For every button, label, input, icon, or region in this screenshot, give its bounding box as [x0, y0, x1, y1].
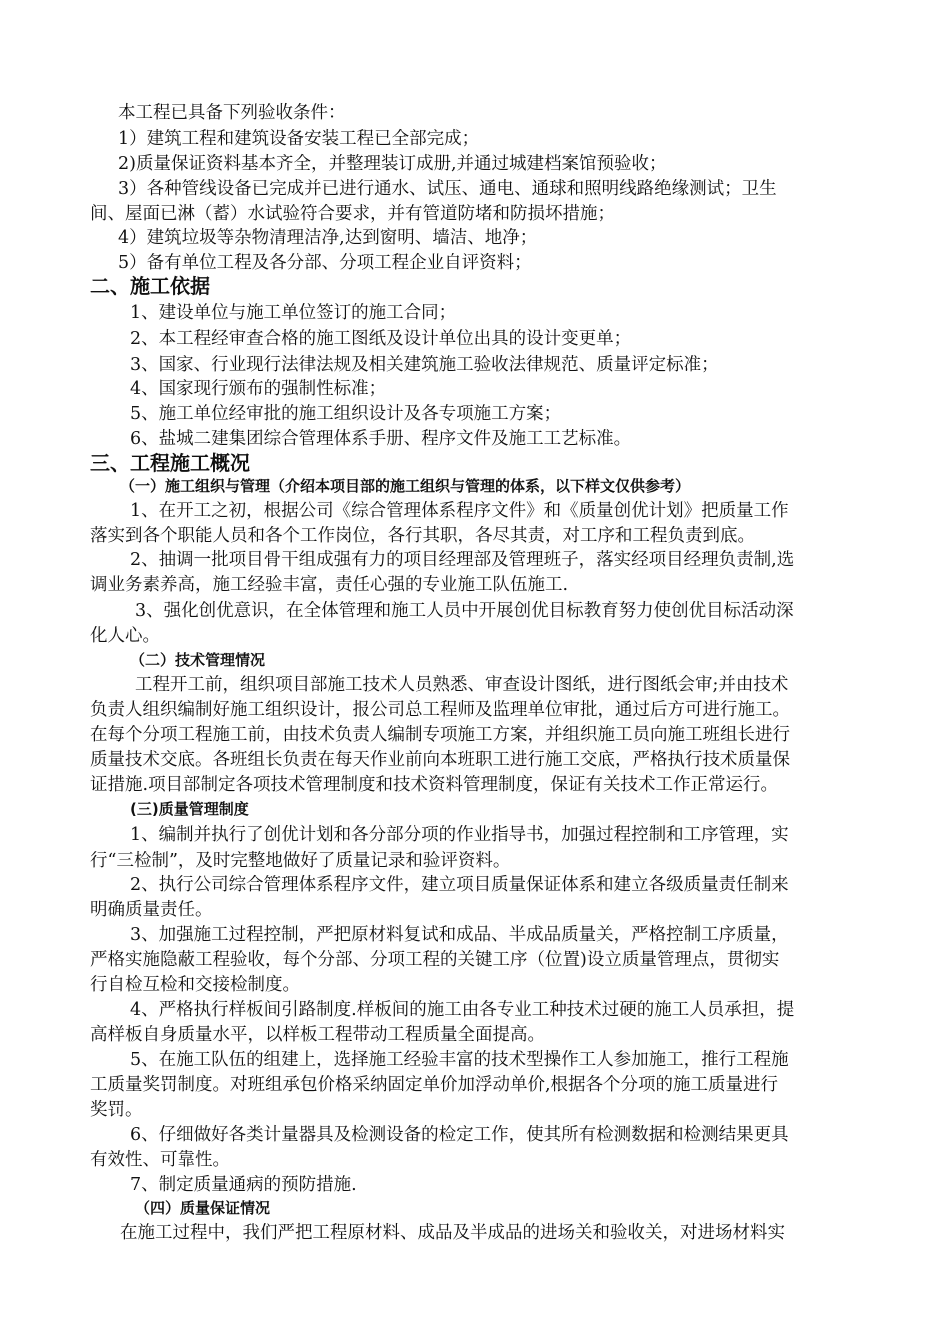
paragraph-line: 明确质量责任。 [90, 900, 213, 920]
subsection-heading: （二）技术管理情况 [130, 651, 266, 669]
paragraph-line: 5、在施工队伍的组建上，选择施工经验丰富的技术型操作工人参加施工，推行工程施 [130, 1050, 789, 1070]
paragraph-line: 落实到各个职能人员和各个工作岗位，各行其职，各尽其责，对工序和工程负责到底。 [90, 526, 755, 546]
subsection-heading: （一）施工组织与管理（介绍本项目部的施工组织与管理的体系，以下样文仅供参考） [120, 477, 691, 495]
paragraph-line: 行“三检制”，及时完整地做好了质量记录和验评资料。 [90, 851, 511, 871]
paragraph-line: 工质量奖罚制度。对班组承包价格采纳固定单价加浮动单价,根据各个分项的施工质量进行 [90, 1075, 779, 1095]
paragraph-line: 高样板自身质量水平，以样板工程带动工程质量全面提高。 [90, 1025, 545, 1045]
intro-item: 5）备有单位工程及各分部、分项工程企业自评资料； [118, 253, 532, 273]
intro-item: 2)质量保证资料基本齐全，并整理装订成册,并通过城建档案馆预验收； [118, 154, 667, 174]
list-item: 2、本工程经审查合格的施工图纸及设计单位出具的设计变更单； [130, 329, 632, 349]
paragraph-line: 负责人组织编制好施工组织设计，报公司总工程师及监理单位审批，通过后方可进行施工。 [90, 700, 790, 720]
paragraph-line: 行自检互检和交接检制度。 [90, 975, 300, 995]
paragraph-line: 在施工过程中，我们严把工程原材料、成品及半成品的进场关和验收关，对进场材料实 [120, 1223, 785, 1243]
paragraph-line: 2、抽调一批项目骨干组成强有力的项目经理部及管理班子，落实经项目经理负责制,选 [130, 550, 795, 570]
paragraph-line: 4、严格执行样板间引路制度.样板间的施工由各专业工种技术过硬的施工人员承担，提 [130, 1000, 795, 1020]
paragraph-line: 3、加强施工过程控制，严把原材料复试和成品、半成品质量关，严格控制工序质量， [130, 925, 789, 945]
subsection-heading: (三)质量管理制度 [130, 800, 249, 818]
list-item: 6、盐城二建集团综合管理体系手册、程序文件及施工工艺标准。 [130, 429, 632, 449]
paragraph-line: 1、编制并执行了创优计划和各分部分项的作业指导书，加强过程控制和工序管理，实 [130, 825, 789, 845]
list-item: 4、国家现行颁布的强制性标准； [130, 379, 387, 399]
paragraph-line: 调业务素养高，施工经验丰富，责任心强的专业施工队伍施工. [90, 575, 569, 595]
section-heading: 三、工程施工概况 [90, 451, 250, 475]
paragraph-line: 奖罚。 [90, 1100, 143, 1120]
paragraph-line: 工程开工前，组织项目部施工技术人员熟悉、审查设计图纸，进行图纸会审;并由技术 [135, 675, 789, 695]
paragraph-line: 7、制定质量通病的预防措施. [130, 1175, 357, 1195]
list-item: 3、国家、行业现行法律法规及相关建筑施工验收法律规范、质量评定标准； [130, 355, 719, 375]
intro-item: 3）各种管线设备已完成并已进行通水、试压、通电、通球和照明线路绝缘测试；卫生 [118, 179, 777, 199]
intro-item: 间、屋面已淋（蓄）水试验符合要求，并有管道防堵和防损坏措施； [90, 204, 615, 224]
section-heading: 二、施工依据 [90, 274, 210, 298]
paragraph-line: 2、执行公司综合管理体系程序文件，建立项目质量保证体系和建立各级质量责任制来 [130, 875, 789, 895]
intro-lead: 本工程已具备下列验收条件： [118, 103, 346, 123]
paragraph-line: 严格实施隐蔽工程验收，每个分部、分项工程的关键工序（位置)设立质量管理点，贯彻实 [90, 950, 780, 970]
list-item: 1、建设单位与施工单位签订的施工合同； [130, 303, 457, 323]
paragraph-line: 证措施.项目部制定各项技术管理制度和技术资料管理制度，保证有关技术工作正常运行。 [90, 775, 779, 795]
intro-item: 1）建筑工程和建筑设备安装工程已全部完成； [118, 129, 480, 149]
intro-item: 4）建筑垃圾等杂物清理洁净,达到窗明、墙洁、地净； [118, 228, 538, 248]
subsection-heading: （四）质量保证情况 [135, 1199, 271, 1217]
list-item: 5、施工单位经审批的施工组织设计及各专项施工方案； [130, 404, 562, 424]
paragraph-line: 化人心。 [90, 626, 160, 646]
paragraph-line: 有效性、可靠性。 [90, 1150, 230, 1170]
paragraph-line: 3、强化创优意识，在全体管理和施工人员中开展创优目标教育努力使创优目标活动深 [135, 601, 794, 621]
paragraph-line: 1、在开工之初，根据公司《综合管理体系程序文件》和《质量创优计划》把质量工作 [130, 501, 789, 521]
paragraph-line: 质量技术交底。各班组长负责在每天作业前向本班职工进行施工交底，严格执行技术质量保 [90, 750, 790, 770]
paragraph-line: 6、仔细做好各类计量器具及检测设备的检定工作，使其所有检测数据和检测结果更具 [130, 1125, 789, 1145]
paragraph-line: 在每个分项工程施工前，由技术负责人编制专项施工方案，并组织施工员向施工班组长进行 [90, 725, 790, 745]
